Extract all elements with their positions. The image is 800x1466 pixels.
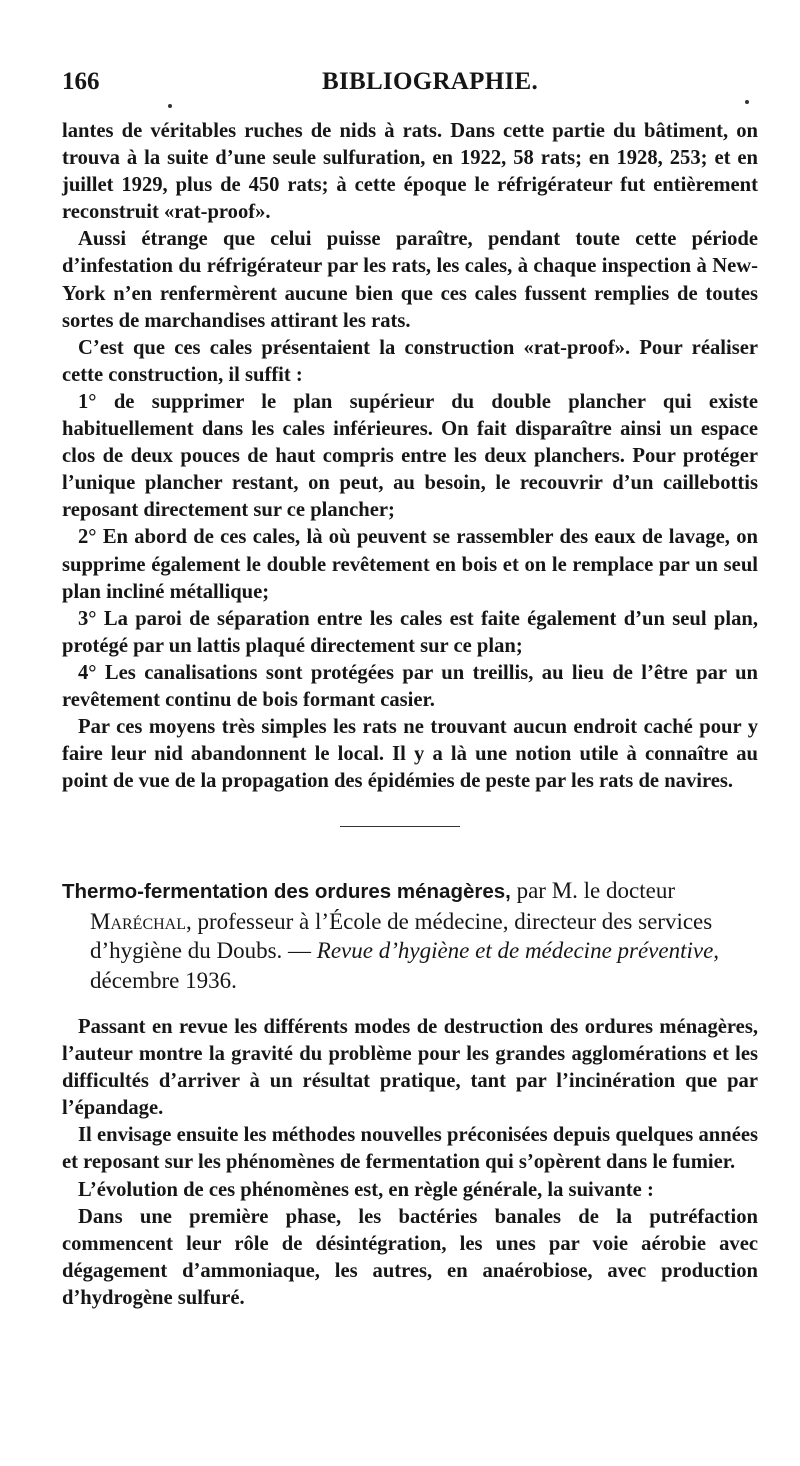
journal-name: Revue d’hygiène et de médecine préventive, xyxy=(316,938,720,963)
paragraph: Par ces moyens très simples les rats ne trouvant aucun endroit caché pour y faire leur nid abandonnent le local. Il y a là une notion utile à connaître au point de vue de la propagation des épidémies de peste par les rats de navires. xyxy=(62,716,758,793)
author-affiliation: , professeur à l’École de médecine, directeur des services d’hygiène du Doubs. — xyxy=(90,908,713,963)
first-article-body xyxy=(62,118,758,795)
paragraph: Passant en revue les différents modes de destruction des ordures ménagères, l’auteur montre la gravité du problème pour les grandes agglomérations et les difficultés d’arriver à un résultat pratique, tant par l’incinération que par l’épandage. xyxy=(62,1016,758,1120)
article-citation xyxy=(62,907,758,996)
list-item: 4° Les canalisations sont protégées par un treillis, au lieu de l’être par un revêtement continu de bois formant casier. xyxy=(62,661,758,711)
article-title: Thermo-fermentation des ordures ménagères, xyxy=(62,880,511,903)
article-heading xyxy=(62,876,758,995)
running-title: BIBLIOGRAPHIE. xyxy=(321,68,539,95)
list-item: 1° de supprimer le plan supérieur du double plancher qui existe habituellement dans les cales inférieures. On fait disparaître ainsi un espace clos de deux pouces de haut compris entre les deux planchers. Pour protéger l’unique plancher restant, on peut, au besoin, le recouvrir d’un caillebottis reposant directement sur ce plancher; xyxy=(62,390,758,522)
page-number: 166 xyxy=(62,68,100,95)
second-article-body xyxy=(62,1014,758,1312)
paragraph: Dans une première phase, les bactéries banales de la putréfaction commencent leur rôle de désintégration, les unes par voie aérobie avec dégagement d’ammoniaque, les autres, en anaérobiose, avec production d’hydrogène sulfuré. xyxy=(62,1205,758,1309)
paragraph: L’évolution de ces phénomènes est, en règle générale, la suivante : xyxy=(78,1178,654,1201)
paragraph: C’est que ces cales présentaient la construction «rat-proof». Pour réaliser cette construction, il suffit : xyxy=(62,336,758,386)
publication-date: décembre 1936. xyxy=(90,967,237,993)
section-divider xyxy=(340,826,460,827)
print-speck xyxy=(168,104,172,108)
paragraph: lantes de véritables ruches de nids à rats. Dans cette partie du bâtiment, on trouva à la suite d’une seule sulfuration, en 1922, 58 rats; en 1928, 253; et en juillet 1929, plus de 450 rats; à cette époque le réfrigérateur fut entièrement reconstruit «rat-proof». xyxy=(62,120,758,224)
list-item: 2° En abord de ces cales, là où peuvent se rassembler des eaux de lavage, on supprime également le double revêtement en bois et on le remplace par un seul plan incliné métallique; xyxy=(62,526,758,603)
page-header xyxy=(62,68,758,100)
list-item: 3° La paroi de séparation entre les cales est faite également d’un seul plan, protégé par un lattis plaqué directement sur ce plan; xyxy=(62,607,758,657)
paragraph: Aussi étrange que celui puisse paraître, pendant toute cette période d’infestation du réfrigérateur par les rats, les cales, à chaque inspection à New-York n’en renfermèrent aucune bien que ces cales fussent remplies de toutes sortes de marchandises attirant les rats. xyxy=(62,228,758,332)
article-byline: par M. le docteur xyxy=(516,878,675,903)
paragraph: Il envisage ensuite les méthodes nouvelles préconisées depuis quelques années et reposant sur les phénomènes de fermentation qui s’opèrent dans le fumier. xyxy=(62,1124,758,1174)
author-name: Maréchal xyxy=(90,908,187,934)
print-speck xyxy=(745,100,749,104)
